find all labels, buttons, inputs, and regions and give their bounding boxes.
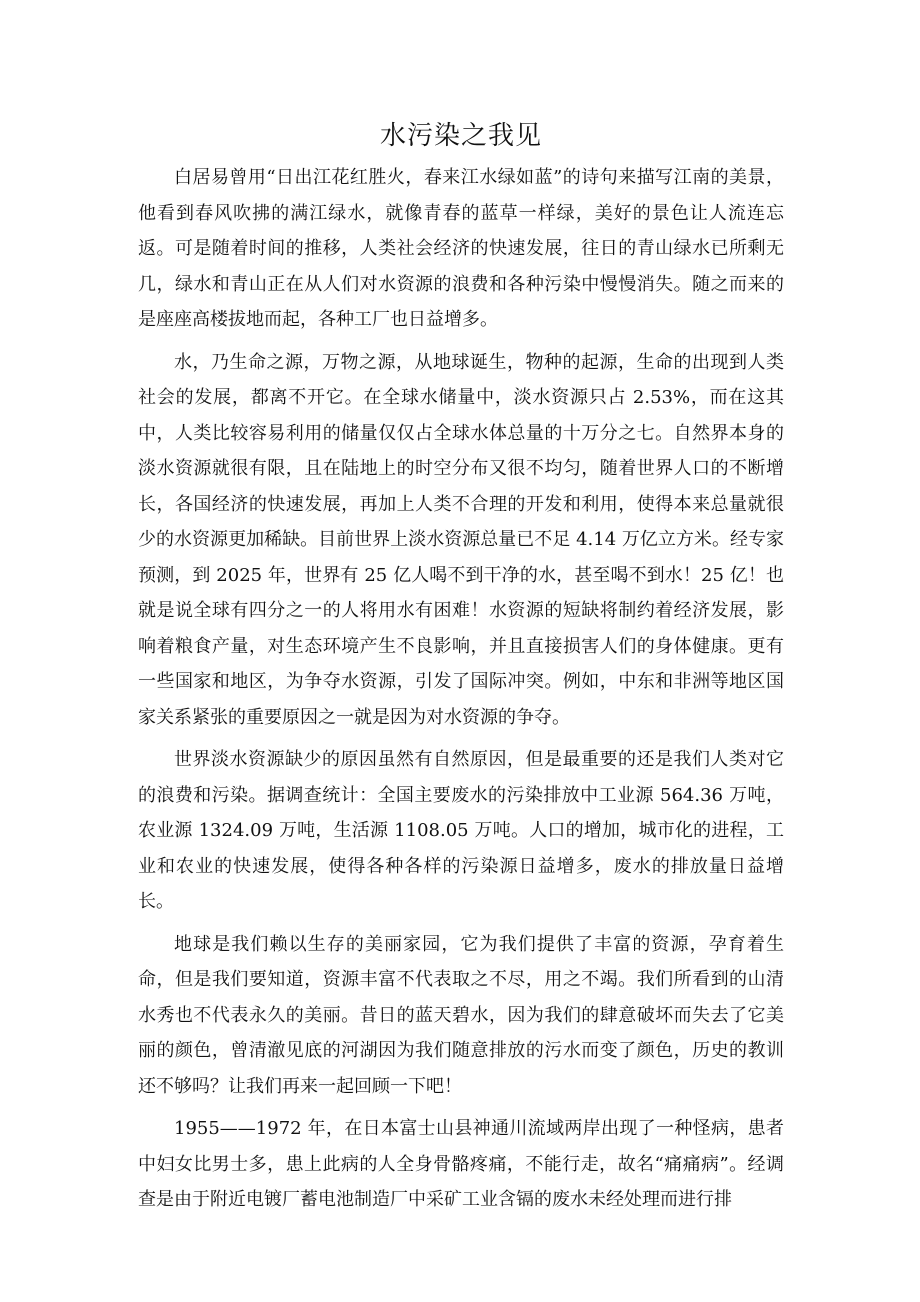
paragraph-4: 地球是我们赖以生存的美丽家园，它为我们提供了丰富的资源，孕育着生命，但是我们要知道，资源丰富不代表取之不尽，用之不竭。我们所看到的山清水秀也不代表永久的美丽。昔日的蓝天碧水，因为我们的肆意破坏而失去了它美丽的颜色，曾清澈见底的河湖因为我们随意排放的污水而变了颜色，历史的教训还不够吗？让我们再来一起回顾一下吧！ — [138, 933, 784, 1097]
paragraph-2: 水，乃生命之源，万物之源，从地球诞生，物种的起源，生命的出现到人类社会的发展，都离不开它。在全球水储量中，淡水资源只占 2.53%，而在这其中，人类比较容易利用的储量仅仅占全球水体总量的十万分之七。自然界本身的淡水资源就很有限，且在陆地上的时空分布又很不均匀，随着世界人口的不断增长，各国经济的快速发展，再加上人类不合理的开发和利用，使得本来总量就很少的水资源更加稀缺。目前世界上淡水资源总量已不足 4.14 万亿立方米。经专家预测，到 2025 年，世界有 25 亿人喝不到干净的水，甚至喝不到水！25 亿！也就是说全球有四分之一的人将用水有困难！水资源的短缺将制约着经济发展，影响着粮食产量，对生态环境产生不良影响，并且直接损害人们的身体健康。更有一些国家和地区，为争夺水资源，引发了国际冲突。例如，中东和非洲等地区国家关系紧张的重要原因之一就是因为对水资源的争夺。 — [138, 351, 784, 728]
paragraph-1: 白居易曾用“日出江花红胜火，春来江水绿如蓝”的诗句来描写江南的美景，他看到春风吹拂的满江绿水，就像青春的蓝草一样绿，美好的景色让人流连忘返。可是随着时间的推移，人类社会经济的快速发展，往日的青山绿水已所剩无几，绿水和青山正在从人们对水资源的浪费和各种污染中慢慢消失。随之而来的是座座高楼拔地而起，各种工厂也日益增多。 — [138, 167, 784, 330]
paragraph-3: 世界淡水资源缺少的原因虽然有自然原因，但是最重要的还是我们人类对它的浪费和污染。据调查统计：全国主要废水的污染排放中工业源 564.36 万吨，农业源 1324.09 万吨，生活源 1108.05 万吨。人口的增加，城市化的进程，工业和农业的快速发展，使得各种各样的污染源日益增多，废水的排放量日益增长。 — [138, 749, 784, 912]
paragraph-5: 1955——1972 年，在日本富士山县神通川流域两岸出现了一种怪病，患者中妇女比男士多，患上此病的人全身骨骼疼痛，不能行走，故名“痛痛病”。经调查是由于附近电镀厂蓄电池制造厂中采矿工业含镉的废水未经处理而进行排 — [138, 1118, 784, 1210]
document-page — [138, 112, 784, 1225]
document-title: 水污染之我见 — [379, 121, 542, 151]
